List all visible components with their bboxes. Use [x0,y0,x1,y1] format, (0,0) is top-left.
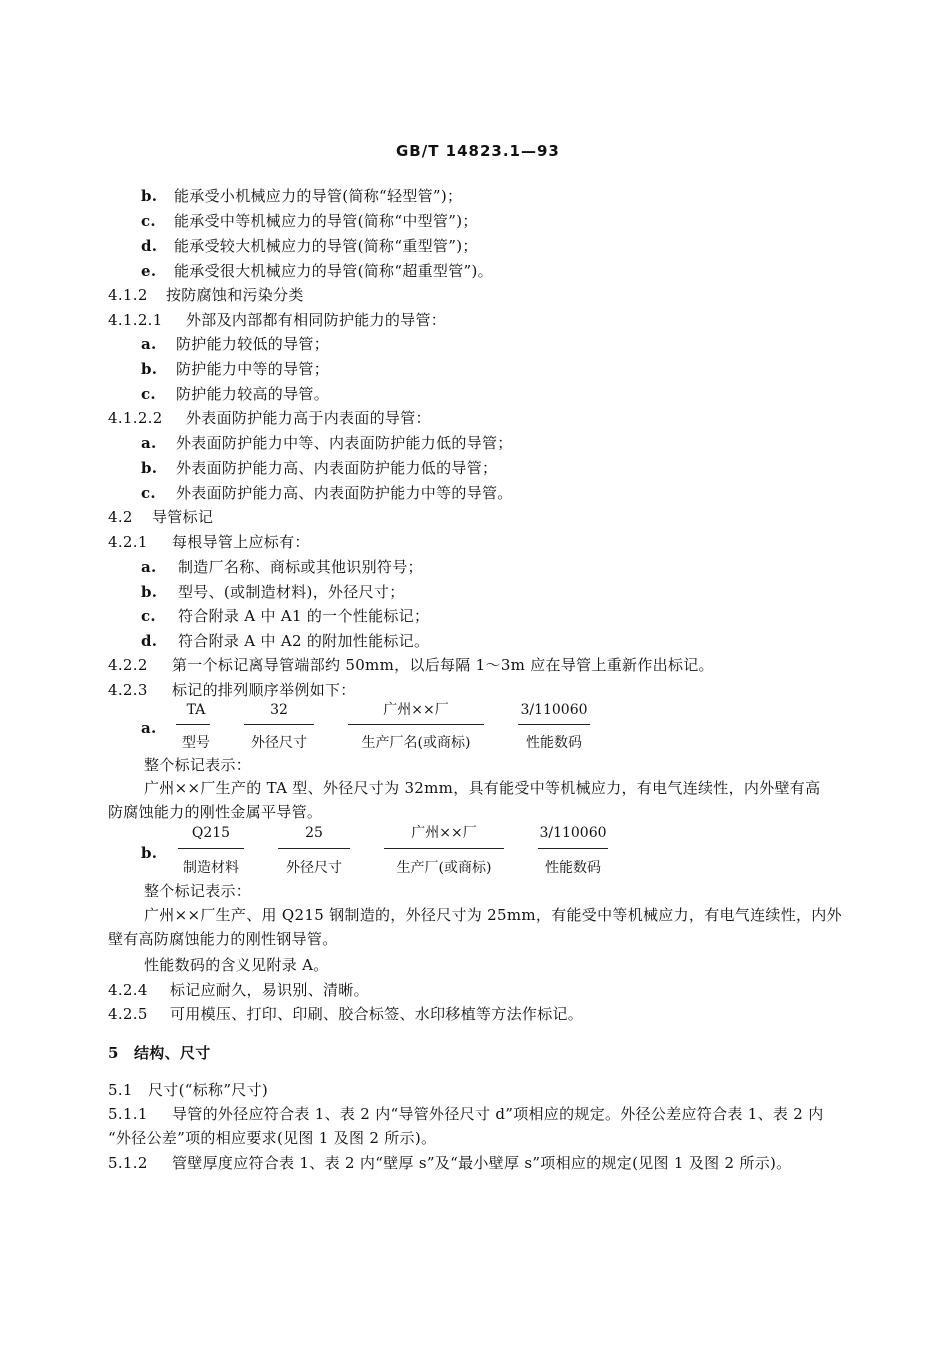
section-heading: 外部及内部都有相同防护能力的导管： [186,311,447,329]
chapter-heading: 结构、尺寸 [134,1044,211,1062]
list-item: 能承受很大机械应力的导管(简称“超重型管”)。 [174,262,493,280]
marking-caption: 整个标记表示： [144,882,252,900]
section-number: 5.1.2 [108,1154,148,1172]
paragraph: 可用模压、打印、印刷、胶合标签、水印移植等方法作标记。 [170,1005,584,1023]
example-letter: b. [141,844,158,862]
list-item: 符合附录 A 中 A1 的一个性能标记； [178,607,430,625]
list-item: 符合附录 A 中 A2 的附加性能标记。 [178,632,430,650]
list-item: 能承受中等机械应力的导管(简称“中型管”)； [174,212,478,230]
list-item: 外表面防护能力高、内表面防护能力低的导管； [176,459,498,477]
marking-caption: 整个标记表示： [144,756,252,774]
marking-label: 外径尺寸 [286,860,342,876]
paragraph: “外径公差”项的相应要求(见图 1 及图 2 所示)。 [108,1129,437,1147]
section-heading: 每根导管上应标有： [172,533,310,551]
list-item: 能承受较大机械应力的导管(简称“重型管”)； [174,237,478,255]
section-number: 4.1.2.2 [108,409,163,427]
section-heading: 导管标记 [152,508,214,526]
marking-field: 25 [305,825,323,841]
list-letter: d. [141,237,158,255]
list-letter: b. [141,459,158,477]
paragraph: 导管的外径应符合表 1、表 2 内“导管外径尺寸 d”项相应的规定。外径公差应符合表 1、表 2 内 [172,1105,824,1123]
list-letter: c. [141,385,156,403]
list-letter: c. [141,607,156,625]
underline [384,848,504,849]
paragraph: 管壁厚度应符合表 1、表 2 内“壁厚 s”及“最小壁厚 s”项相应的规定(见图 1 及图 2 所示)。 [172,1154,792,1172]
marking-label: 型号 [182,735,210,751]
list-item: 型号、(或制造材料)，外径尺寸； [178,583,405,601]
marking-field: Q215 [191,825,231,841]
list-letter: a. [141,434,157,452]
section-number: 4.2 [108,508,133,526]
list-item: 防护能力较高的导管。 [176,385,330,403]
paragraph: 标记应耐久，易识别、清晰。 [170,981,369,999]
section-number: 4.2.4 [108,981,148,999]
marking-label: 性能数码 [526,735,582,751]
marking-label: 生产厂(或商标) [396,860,492,876]
section-number: 4.1.2 [108,286,148,304]
list-letter: b. [141,583,158,601]
section-heading: 尺寸(“标称”尺寸) [148,1081,269,1099]
section-number: 4.2.2 [108,656,148,674]
marking-label: 制造材料 [183,860,239,876]
list-letter: b. [141,360,158,378]
paragraph: 性能数码的含义见附录 A。 [144,956,329,974]
chapter-number: 5 [108,1044,119,1062]
section-heading: 标记的排列顺序举例如下： [172,681,356,699]
marking-label: 外径尺寸 [251,735,307,751]
underline [244,724,314,725]
underline [278,848,350,849]
section-heading: 按防腐蚀和污染分类 [166,286,304,304]
section-number: 5.1.1 [108,1105,148,1123]
underline [178,848,244,849]
marking-label: 性能数码 [545,860,601,876]
marking-field: 3/110060 [539,825,607,841]
list-item: 防护能力中等的导管； [176,360,330,378]
list-letter: a. [141,558,157,576]
underline [176,724,210,725]
paragraph: 第一个标记离导管端部约 50mm，以后每隔 1～3m 应在导管上重新作出标记。 [172,656,714,674]
underline [538,848,608,849]
section-number: 4.2.3 [108,681,148,699]
paragraph: 广州××厂生产、用 Q215 钢制造的，外径尺寸为 25mm，有能受中等机械应力，有电气连续性，内外 [144,906,842,924]
list-letter: b. [141,187,158,205]
marking-field: 广州××厂 [383,702,449,718]
marking-field: TA [186,702,206,718]
marking-field: 32 [270,702,288,718]
list-item: 制造厂名称、商标或其他识别符号； [178,558,423,576]
marking-field: 广州××厂 [411,825,477,841]
list-item: 外表面防护能力中等、内表面防护能力低的导管； [176,434,513,452]
list-letter: a. [141,335,157,353]
list-letter: c. [141,484,156,502]
list-item: 防护能力较低的导管； [176,335,330,353]
marking-field: 3/110060 [520,702,588,718]
list-letter: c. [141,212,156,230]
list-letter: d. [141,632,158,650]
section-number: 5.1 [108,1081,133,1099]
section-number: 4.1.2.1 [108,311,163,329]
marking-label: 生产厂名(或商标) [361,735,471,751]
section-heading: 外表面防护能力高于内表面的导管： [186,409,431,427]
list-item: 能承受小机械应力的导管(简称“轻型管”)； [174,187,463,205]
underline [518,724,590,725]
example-letter: a. [141,719,157,737]
section-number: 4.2.5 [108,1005,148,1023]
list-letter: e. [141,262,157,280]
paragraph: 广州××厂生产的 TA 型、外径尺寸为 32mm，具有能受中等机械应力，有电气连续性，内外壁有高 [144,779,821,797]
section-number: 4.2.1 [108,533,148,551]
paragraph: 防腐蚀能力的刚性金属平导管。 [108,803,323,821]
paragraph: 壁有高防腐蚀能力的刚性钢导管。 [108,930,338,948]
underline [348,724,484,725]
page-header: GB/T 14823.1—93 [396,142,560,160]
list-item: 外表面防护能力高、内表面防护能力中等的导管。 [176,484,513,502]
